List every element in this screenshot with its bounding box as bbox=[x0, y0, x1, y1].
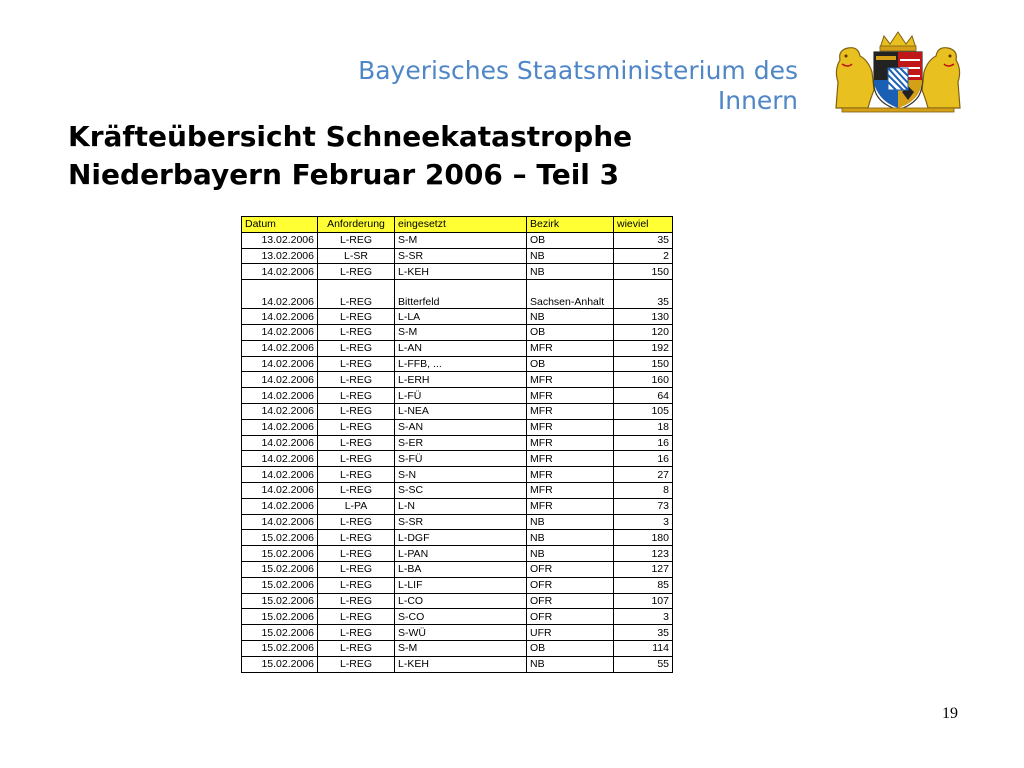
cell-anforderung: L-REG bbox=[318, 467, 395, 483]
cell-datum: 14.02.2006 bbox=[242, 388, 318, 404]
cell-bezirk: MFR bbox=[527, 419, 614, 435]
cell-wieviel: 105 bbox=[614, 403, 673, 419]
cell-eingesetzt: S-ER bbox=[395, 435, 527, 451]
cell-datum: 15.02.2006 bbox=[242, 593, 318, 609]
cell-bezirk: OFR bbox=[527, 577, 614, 593]
cell-anforderung: L-REG bbox=[318, 232, 395, 248]
cell-datum: 14.02.2006 bbox=[242, 403, 318, 419]
cell-anforderung: L-REG bbox=[318, 656, 395, 672]
cell-eingesetzt: L-KEH bbox=[395, 656, 527, 672]
cell-datum: 14.02.2006 bbox=[242, 482, 318, 498]
cell-bezirk: OFR bbox=[527, 609, 614, 625]
cell-eingesetzt: L-DGF bbox=[395, 530, 527, 546]
cell-wieviel: 3 bbox=[614, 514, 673, 530]
cell-anforderung: L-REG bbox=[318, 280, 395, 309]
cell-bezirk: NB bbox=[527, 514, 614, 530]
table-row bbox=[242, 340, 673, 356]
page-number: 19 bbox=[942, 705, 958, 722]
cell-wieviel: 150 bbox=[614, 264, 673, 280]
table-row bbox=[242, 498, 673, 514]
cell-datum: 15.02.2006 bbox=[242, 530, 318, 546]
table-row bbox=[242, 514, 673, 530]
cell-datum: 14.02.2006 bbox=[242, 419, 318, 435]
cell-bezirk: NB bbox=[527, 546, 614, 562]
table-row bbox=[242, 356, 673, 372]
ministry-name bbox=[358, 56, 798, 116]
cell-datum: 15.02.2006 bbox=[242, 546, 318, 562]
ministry-name-line1: Bayerisches Staatsministerium des bbox=[358, 56, 798, 85]
column-header-eingesetzt: eingesetzt bbox=[395, 217, 527, 233]
cell-wieviel: 55 bbox=[614, 656, 673, 672]
table-row bbox=[242, 280, 673, 309]
page-title bbox=[68, 118, 632, 194]
table-row bbox=[242, 232, 673, 248]
cell-wieviel: 16 bbox=[614, 451, 673, 467]
cell-bezirk: MFR bbox=[527, 498, 614, 514]
cell-bezirk: MFR bbox=[527, 372, 614, 388]
cell-eingesetzt: S-SC bbox=[395, 482, 527, 498]
cell-wieviel: 127 bbox=[614, 561, 673, 577]
cell-anforderung: L-REG bbox=[318, 435, 395, 451]
table-row bbox=[242, 609, 673, 625]
cell-eingesetzt: L-FFB, ... bbox=[395, 356, 527, 372]
table-row bbox=[242, 248, 673, 264]
table-row bbox=[242, 577, 673, 593]
table-header-row bbox=[242, 217, 673, 233]
coat-of-arms-icon bbox=[828, 30, 968, 114]
cell-anforderung: L-REG bbox=[318, 419, 395, 435]
cell-datum: 13.02.2006 bbox=[242, 248, 318, 264]
cell-anforderung: L-REG bbox=[318, 340, 395, 356]
cell-eingesetzt: S-WÜ bbox=[395, 625, 527, 641]
forces-table bbox=[241, 216, 673, 673]
cell-bezirk: MFR bbox=[527, 482, 614, 498]
cell-eingesetzt: Bitterfeld bbox=[395, 280, 527, 309]
cell-datum: 15.02.2006 bbox=[242, 625, 318, 641]
cell-bezirk: OB bbox=[527, 356, 614, 372]
cell-anforderung: L-REG bbox=[318, 546, 395, 562]
table-row bbox=[242, 625, 673, 641]
cell-wieviel: 8 bbox=[614, 482, 673, 498]
column-header-datum: Datum bbox=[242, 217, 318, 233]
cell-eingesetzt: S-M bbox=[395, 640, 527, 656]
table-row bbox=[242, 388, 673, 404]
cell-anforderung: L-REG bbox=[318, 388, 395, 404]
cell-anforderung: L-PA bbox=[318, 498, 395, 514]
cell-wieviel: 120 bbox=[614, 324, 673, 340]
cell-anforderung: L-REG bbox=[318, 324, 395, 340]
cell-eingesetzt: L-LA bbox=[395, 309, 527, 325]
cell-datum: 14.02.2006 bbox=[242, 451, 318, 467]
cell-wieviel: 35 bbox=[614, 280, 673, 309]
table-row bbox=[242, 309, 673, 325]
cell-eingesetzt: S-SR bbox=[395, 514, 527, 530]
column-header-anforderung: Anforderung bbox=[318, 217, 395, 233]
cell-datum: 14.02.2006 bbox=[242, 309, 318, 325]
cell-anforderung: L-REG bbox=[318, 451, 395, 467]
table-row bbox=[242, 530, 673, 546]
cell-wieviel: 123 bbox=[614, 546, 673, 562]
cell-bezirk: OB bbox=[527, 324, 614, 340]
cell-wieviel: 130 bbox=[614, 309, 673, 325]
cell-datum: 15.02.2006 bbox=[242, 656, 318, 672]
cell-bezirk: NB bbox=[527, 656, 614, 672]
cell-datum: 14.02.2006 bbox=[242, 467, 318, 483]
table-row bbox=[242, 656, 673, 672]
cell-bezirk: OFR bbox=[527, 593, 614, 609]
cell-eingesetzt: S-M bbox=[395, 324, 527, 340]
cell-datum: 13.02.2006 bbox=[242, 232, 318, 248]
cell-bezirk: UFR bbox=[527, 625, 614, 641]
page-title-line1: Kräfteübersicht Schneekatastrophe bbox=[68, 120, 633, 153]
cell-datum: 14.02.2006 bbox=[242, 340, 318, 356]
cell-datum: 14.02.2006 bbox=[242, 324, 318, 340]
cell-anforderung: L-REG bbox=[318, 640, 395, 656]
cell-eingesetzt: S-SR bbox=[395, 248, 527, 264]
cell-anforderung: L-REG bbox=[318, 609, 395, 625]
cell-eingesetzt: L-ERH bbox=[395, 372, 527, 388]
cell-eingesetzt: L-BA bbox=[395, 561, 527, 577]
table-row bbox=[242, 593, 673, 609]
cell-bezirk: NB bbox=[527, 248, 614, 264]
cell-datum: 15.02.2006 bbox=[242, 561, 318, 577]
table-row bbox=[242, 640, 673, 656]
cell-anforderung: L-REG bbox=[318, 577, 395, 593]
table-row bbox=[242, 372, 673, 388]
cell-eingesetzt: L-PAN bbox=[395, 546, 527, 562]
column-header-bezirk: Bezirk bbox=[527, 217, 614, 233]
cell-wieviel: 27 bbox=[614, 467, 673, 483]
ministry-name-line2: Innern bbox=[717, 86, 798, 115]
cell-anforderung: L-REG bbox=[318, 530, 395, 546]
cell-bezirk: MFR bbox=[527, 340, 614, 356]
cell-bezirk: MFR bbox=[527, 467, 614, 483]
table-row bbox=[242, 403, 673, 419]
table-row bbox=[242, 467, 673, 483]
cell-eingesetzt: L-KEH bbox=[395, 264, 527, 280]
cell-bezirk: OFR bbox=[527, 561, 614, 577]
cell-datum: 14.02.2006 bbox=[242, 498, 318, 514]
table-row bbox=[242, 264, 673, 280]
cell-bezirk: OB bbox=[527, 640, 614, 656]
cell-anforderung: L-REG bbox=[318, 482, 395, 498]
cell-anforderung: L-REG bbox=[318, 403, 395, 419]
cell-wieviel: 35 bbox=[614, 625, 673, 641]
table-row bbox=[242, 546, 673, 562]
page-title-line2: Niederbayern Februar 2006 – Teil 3 bbox=[68, 158, 620, 191]
cell-anforderung: L-REG bbox=[318, 309, 395, 325]
cell-wieviel: 192 bbox=[614, 340, 673, 356]
cell-anforderung: L-REG bbox=[318, 561, 395, 577]
cell-wieviel: 73 bbox=[614, 498, 673, 514]
table-row bbox=[242, 435, 673, 451]
cell-bezirk: MFR bbox=[527, 388, 614, 404]
cell-eingesetzt: L-LIF bbox=[395, 577, 527, 593]
cell-wieviel: 2 bbox=[614, 248, 673, 264]
cell-anforderung: L-REG bbox=[318, 593, 395, 609]
cell-eingesetzt: L-CO bbox=[395, 593, 527, 609]
cell-anforderung: L-REG bbox=[318, 356, 395, 372]
cell-eingesetzt: L-FÜ bbox=[395, 388, 527, 404]
cell-anforderung: L-SR bbox=[318, 248, 395, 264]
cell-wieviel: 114 bbox=[614, 640, 673, 656]
cell-datum: 14.02.2006 bbox=[242, 435, 318, 451]
cell-bezirk: NB bbox=[527, 309, 614, 325]
cell-eingesetzt: L-AN bbox=[395, 340, 527, 356]
cell-datum: 14.02.2006 bbox=[242, 356, 318, 372]
table-row bbox=[242, 324, 673, 340]
cell-anforderung: L-REG bbox=[318, 372, 395, 388]
table-row bbox=[242, 561, 673, 577]
cell-datum: 14.02.2006 bbox=[242, 372, 318, 388]
cell-wieviel: 18 bbox=[614, 419, 673, 435]
cell-eingesetzt: S-N bbox=[395, 467, 527, 483]
cell-eingesetzt: S-AN bbox=[395, 419, 527, 435]
cell-eingesetzt: S-M bbox=[395, 232, 527, 248]
table-row bbox=[242, 482, 673, 498]
cell-wieviel: 180 bbox=[614, 530, 673, 546]
cell-eingesetzt: L-NEA bbox=[395, 403, 527, 419]
cell-wieviel: 3 bbox=[614, 609, 673, 625]
cell-wieviel: 85 bbox=[614, 577, 673, 593]
cell-datum: 15.02.2006 bbox=[242, 577, 318, 593]
column-header-wieviel: wieviel bbox=[614, 217, 673, 233]
cell-bezirk: OB bbox=[527, 232, 614, 248]
cell-wieviel: 160 bbox=[614, 372, 673, 388]
cell-datum: 15.02.2006 bbox=[242, 640, 318, 656]
table-row bbox=[242, 451, 673, 467]
cell-eingesetzt: S-FÜ bbox=[395, 451, 527, 467]
table-row bbox=[242, 419, 673, 435]
cell-wieviel: 16 bbox=[614, 435, 673, 451]
cell-bezirk: Sachsen-Anhalt bbox=[527, 280, 614, 309]
cell-bezirk: NB bbox=[527, 264, 614, 280]
cell-bezirk: MFR bbox=[527, 435, 614, 451]
cell-wieviel: 150 bbox=[614, 356, 673, 372]
cell-anforderung: L-REG bbox=[318, 625, 395, 641]
cell-wieviel: 64 bbox=[614, 388, 673, 404]
cell-datum: 14.02.2006 bbox=[242, 514, 318, 530]
cell-anforderung: L-REG bbox=[318, 514, 395, 530]
cell-wieviel: 107 bbox=[614, 593, 673, 609]
cell-bezirk: MFR bbox=[527, 403, 614, 419]
cell-datum: 14.02.2006 bbox=[242, 264, 318, 280]
cell-wieviel: 35 bbox=[614, 232, 673, 248]
cell-datum: 15.02.2006 bbox=[242, 609, 318, 625]
cell-datum: 14.02.2006 bbox=[242, 280, 318, 309]
cell-eingesetzt: L-N bbox=[395, 498, 527, 514]
cell-bezirk: NB bbox=[527, 530, 614, 546]
cell-eingesetzt: S-CO bbox=[395, 609, 527, 625]
cell-anforderung: L-REG bbox=[318, 264, 395, 280]
cell-bezirk: MFR bbox=[527, 451, 614, 467]
